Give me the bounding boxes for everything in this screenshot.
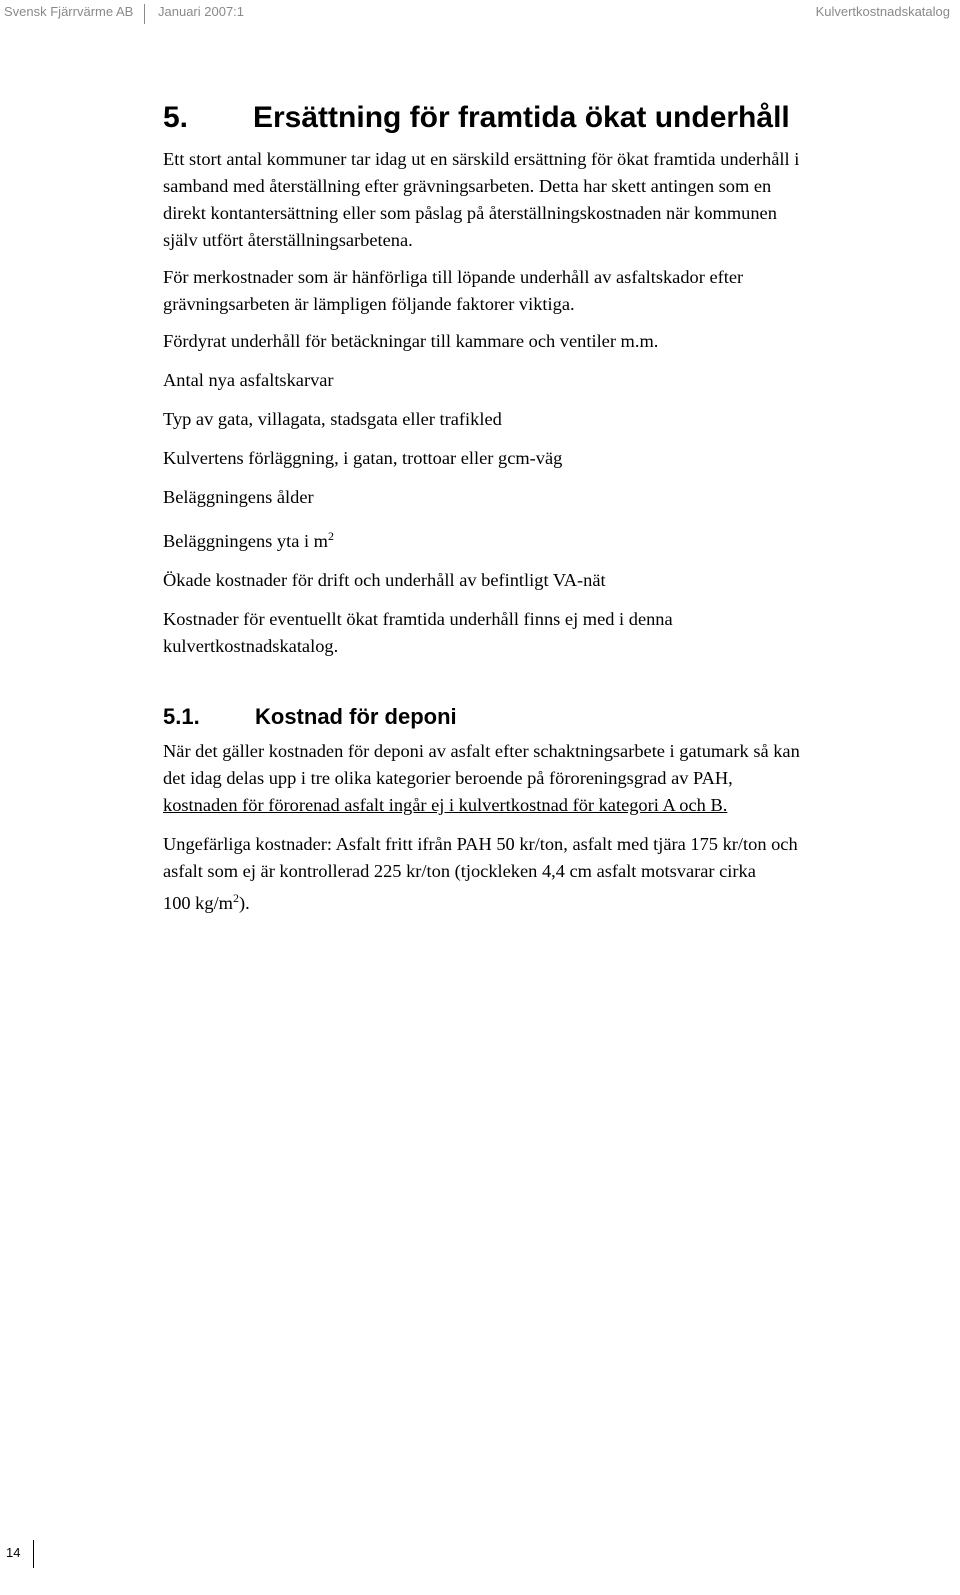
area-factor-superscript: 2 <box>327 529 334 543</box>
factor-item: Ökade kostnader för drift och underhåll av befintligt VA-nät <box>163 570 606 591</box>
running-header <box>0 4 960 26</box>
costs-line: Ungefärliga kostnader: Asfalt fritt ifrån PAH 50 kr/ton, asfalt med tjära 175 kr/ton och <box>163 834 798 855</box>
costs-last-line <box>163 885 953 917</box>
factor-list <box>163 328 953 660</box>
factors-intro-line: grävningsarbeten är lämpligen följande faktorer viktiga. <box>163 294 575 314</box>
underlined-text: kostnaden för förorenad asfalt ingår ej i kulvertkostnad för kategori A och B. <box>163 795 728 816</box>
section-heading <box>163 98 953 138</box>
factor-item: Antal nya asfaltskarvar <box>163 370 334 390</box>
header-organization: Svensk Fjärrvärme AB <box>4 4 134 19</box>
costs-last-text: 100 kg/m <box>163 893 233 914</box>
costs-line: asfalt som ej är kontrollerad 225 kr/ton (tjockleken 4,4 cm asfalt motsvarar cirka <box>163 861 756 882</box>
subsection-number: 5.1. <box>163 704 200 730</box>
footer-divider <box>33 1540 34 1568</box>
factor-item: Kulvertens förläggning, i gatan, trottoar eller gcm-väg <box>163 448 563 468</box>
factors-intro-line: För merkostnader som är hänförliga till löpande underhåll av asfaltskador efter <box>163 267 744 287</box>
subsection-heading <box>163 700 953 734</box>
deponi-paragraph <box>163 738 953 819</box>
note-line: kulvertkostnadskatalog. <box>163 636 339 657</box>
header-edition: Januari 2007:1 <box>158 4 245 19</box>
section-number: 5. <box>163 101 189 134</box>
factor-item: Beläggningens ålder <box>163 487 314 507</box>
deponi-line: det idag delas upp i tre olika kategorier beroende på föroreningsgrad av PAH, <box>163 768 733 789</box>
costs-paragraph <box>163 831 953 917</box>
intro-line: samband med återställning efter grävningsarbeten. Detta har skett antingen som en <box>163 176 772 196</box>
costs-superscript: 2 <box>233 891 239 906</box>
factor-item-area <box>163 523 953 555</box>
factor-item: Typ av gata, villagata, stadsgata eller trafikled <box>163 409 502 429</box>
intro-paragraph <box>163 146 953 254</box>
page-content <box>163 98 953 917</box>
deponi-line: När det gäller kostnaden för deponi av asfalt efter schaktningsarbete i gatumark så kan <box>163 741 800 762</box>
section-title: Ersättning för framtida ökat underhåll <box>253 101 790 134</box>
factor-item: Fördyrat underhåll för betäckningar till kammare och ventiler m.m. <box>163 331 659 351</box>
deponi-underlined-line <box>163 792 953 819</box>
costs-last-end: ). <box>239 893 250 914</box>
intro-line: Ett stort antal kommuner tar idag ut en särskild ersättning för ökat framtida underhåll i <box>163 149 800 169</box>
note-paragraph <box>163 606 953 660</box>
header-document-title: Kulvertkostnadskatalog <box>815 4 950 19</box>
page-number: 14 <box>6 1545 21 1560</box>
area-factor-text: Beläggningens yta i m <box>163 531 328 552</box>
header-divider <box>144 4 145 24</box>
intro-line: själv utfört återställningsarbetena. <box>163 230 413 250</box>
subsection-title: Kostnad för deponi <box>255 704 457 730</box>
note-line: Kostnader för eventuellt ökat framtida underhåll finns ej med i denna <box>163 609 673 630</box>
factors-intro-paragraph <box>163 264 953 318</box>
intro-line: direkt kontantersättning eller som påslag på återställningskostnaden när kommunen <box>163 203 777 223</box>
